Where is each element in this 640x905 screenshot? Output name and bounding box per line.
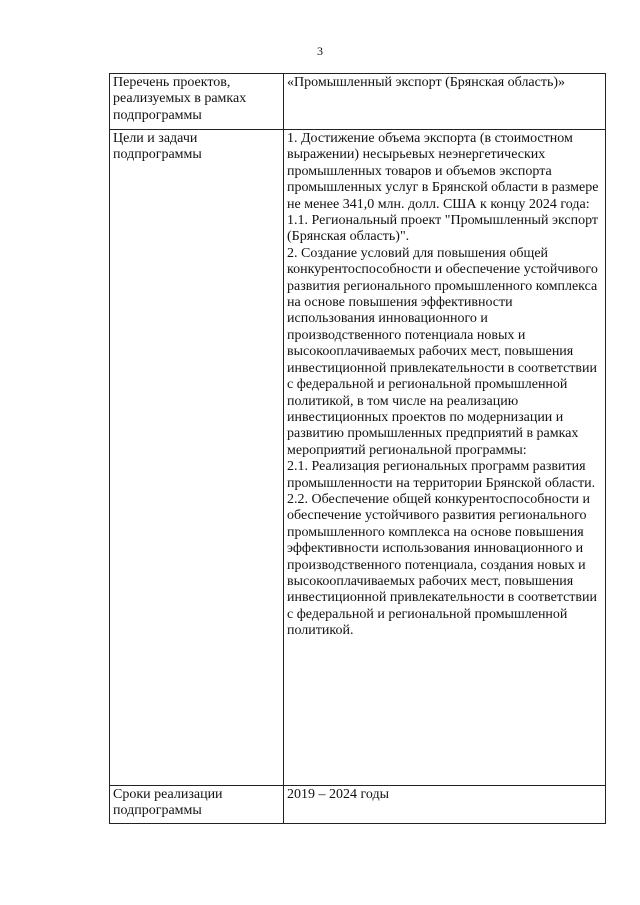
goal-paragraph: 1.1. Региональный проект "Промышленный экспорт (Брянская область)".	[287, 213, 599, 245]
table-row	[110, 786, 606, 824]
row-value-terms	[284, 786, 606, 824]
row-value-projects	[284, 74, 606, 130]
row-label-projects: Перечень проектов, реализуемых в рамках подпрограммы	[110, 74, 284, 130]
row-label-goals: Цели и задачи подпрограммы	[110, 130, 284, 786]
row-value-goals	[284, 130, 606, 786]
subprogram-passport-table	[109, 73, 606, 824]
terms-text: 2019 – 2024 годы	[287, 787, 390, 802]
page-number: 3	[317, 44, 323, 58]
table-row	[110, 130, 606, 786]
goal-paragraph: 2.2. Обеспечение общей конкурентоспособности и обеспечение устойчивого развития регионального промышленного комплекса на основе повышения эффективности использования инновационного и производственного потенциала, создания новых и высокооплачиваемых рабочих мест, повышения инвестиционной привлекательности в соответствии с федеральной и региональной промышленной политикой.	[287, 491, 597, 639]
goal-paragraph: 2. Создание условий для повышения общей конкурентоспособности и обеспечение устойчивого развития регионального промышленного комплекса на основе повышения эффективности использования инновационного и производственного потенциала новых и высокооплачиваемых рабочих мест, повышения инвестиционной привлекательности в соответствии с федеральной и региональной промышленной политикой, в том числе на реализацию инвестиционных проектов по модернизации и развитию промышленных предприятий в рамках мероприятий региональной программы:	[287, 245, 598, 458]
row-label-terms: Сроки реализации подпрограммы	[110, 786, 284, 824]
goal-paragraph: 2.1. Реализация региональных программ развития промышленности на территории Брянской области.	[287, 459, 596, 491]
projects-list-text: «Промышленный экспорт (Брянская область)»	[287, 75, 566, 90]
table-row	[110, 74, 606, 130]
goal-paragraph: 1. Достижение объема экспорта (в стоимостном выражении) несырьевых неэнергетических промышленных товаров и объемов экспорта промышленных услуг в Брянской области в размере не менее 341,0 млн. долл. США к концу 2024 года:	[287, 131, 599, 212]
